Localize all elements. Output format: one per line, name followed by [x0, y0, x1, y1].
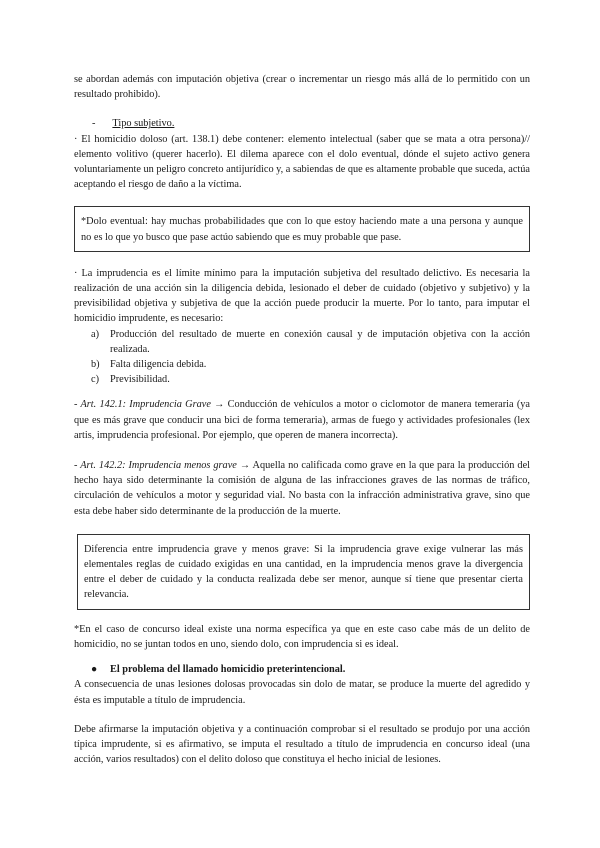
bullet-heading — [74, 662, 530, 677]
document-page — [74, 72, 530, 767]
list-item-text: Producción del resultado de muerte en conexión causal y de imputación objetiva con la acción realizada. — [110, 328, 530, 355]
paragraph-concurso-ideal: *En el caso de concurso ideal existe una norma específica ya que en este caso cabe más de un delito de homicidio, no se juntan todos en uno, siendo dolo, con imprudencia si es ideal. — [74, 623, 530, 650]
note-dolo-eventual-text: *Dolo eventual: hay muchas probabilidades que con lo que estoy haciendo mate a una persona y aunque no es lo que yo busco que pase actúo sabiendo que es muy probable que pase. — [81, 216, 523, 243]
paragraph-homicidio-doloso: · El homicidio doloso (art. 138.1) debe contener: elemento intelectual (saber que se mata a otra persona)// elemento volitivo (querer hacerlo). El dilema aparece con el dolo eventual, dónde el sujeto activo genera voluntariamente un peligro concreto antijurídico y, a sabiendas de que es altamente probable que suceda, actúa aceptando el riesgo de daño a la víctima. — [74, 133, 530, 191]
list-marker: a) — [91, 328, 99, 340]
note-diferencia-text: Diferencia entre imprudencia grave y menos grave: Si la imprudencia grave exige vulnerar las más elementales reglas de cuidado exigidas en una cantidad, en la imprudencia menos grave la divergencia entre el deber de cuidado y la conducta realizada debe ser menor, aunque sí tiene que presentar cierta relevancia. — [84, 543, 523, 601]
note-box-dolo-eventual — [74, 206, 530, 251]
paragraph-imputacion-concurso: Debe afirmarse la imputación objetiva y a continuación comprobar si el resultado se produjo por una acción típica imprudente, si es afirmativo, se imputa el resultado a título de imprudencia en concurso ideal (una acción, varios resultados) con el delito doloso que constituya el hecho inicial de lesiones. — [74, 723, 530, 766]
paragraph-imputacion-objetiva: se abordan además con imputación objetiva (crear o incrementar un riesgo más allá de lo permitido con un resultado prohibido). — [74, 74, 530, 101]
art-142-2-label: - Art. 142.2: Imprudencia menos grave — [74, 460, 237, 472]
paragraph-preterintencional: A consecuencia de unas lesiones dolosas provocadas sin dolo de matar, se produce la muerte del agredido y ésta es imputable a título de imprudencia. — [74, 679, 530, 706]
section-heading — [92, 116, 530, 131]
list-marker: c) — [91, 374, 99, 386]
list-item — [74, 357, 530, 372]
list-item-text: Previsibilidad. — [110, 374, 170, 386]
heading-dash: - — [92, 118, 96, 130]
requirements-list — [74, 327, 530, 388]
art-142-2-text: → Aquella no calificada como grave en la que para la producción del hecho haya sido determinante la comisión de alguna de las infracciones graves de las normas de tráfico, circulación de vehículos a motor y seguridad vial. No basta con la infracción administrativa grave, sino que esta debe haber sido determinante de la producción de la muerte. — [74, 460, 530, 517]
list-item — [74, 372, 530, 387]
list-item — [74, 327, 530, 357]
art-142-1-label: - Art. 142.1: Imprudencia Grave — [74, 399, 211, 411]
note-box-diferencia — [77, 534, 530, 610]
bullet-heading-text: El problema del llamado homicidio preterintencional. — [110, 664, 346, 676]
heading-tipo-subjetivo: Tipo subjetivo. — [112, 118, 175, 130]
paragraph-art-142-1 — [74, 397, 530, 443]
paragraph-art-142-2 — [74, 458, 530, 519]
list-marker: b) — [91, 359, 100, 371]
paragraph-imprudencia: · La imprudencia es el límite mínimo para la imputación subjetiva del resultado delictivo. Es necesaria la realización de una acción sin la diligencia debida, lesionado el deber de cuidado (objetivo y subjetivo) y la previsibilidad objetiva y subjetiva de que la acción puede producir la muerte. Por lo tanto, para imputar el homicidio imprudente, es necesario: — [74, 267, 530, 325]
list-item-text: Falta diligencia debida. — [110, 359, 207, 371]
art-142-1-text: → Conducción de vehículos a motor o ciclomotor de manera temeraria (ya que es más grave que conducir una bici de forma temeraria), armas de fuego y actividades profesionales (lex artis, imprudencia profesional. Por ejemplo, que operen de manera incorrecta). — [74, 399, 530, 441]
bullet-icon: ● — [91, 664, 98, 676]
